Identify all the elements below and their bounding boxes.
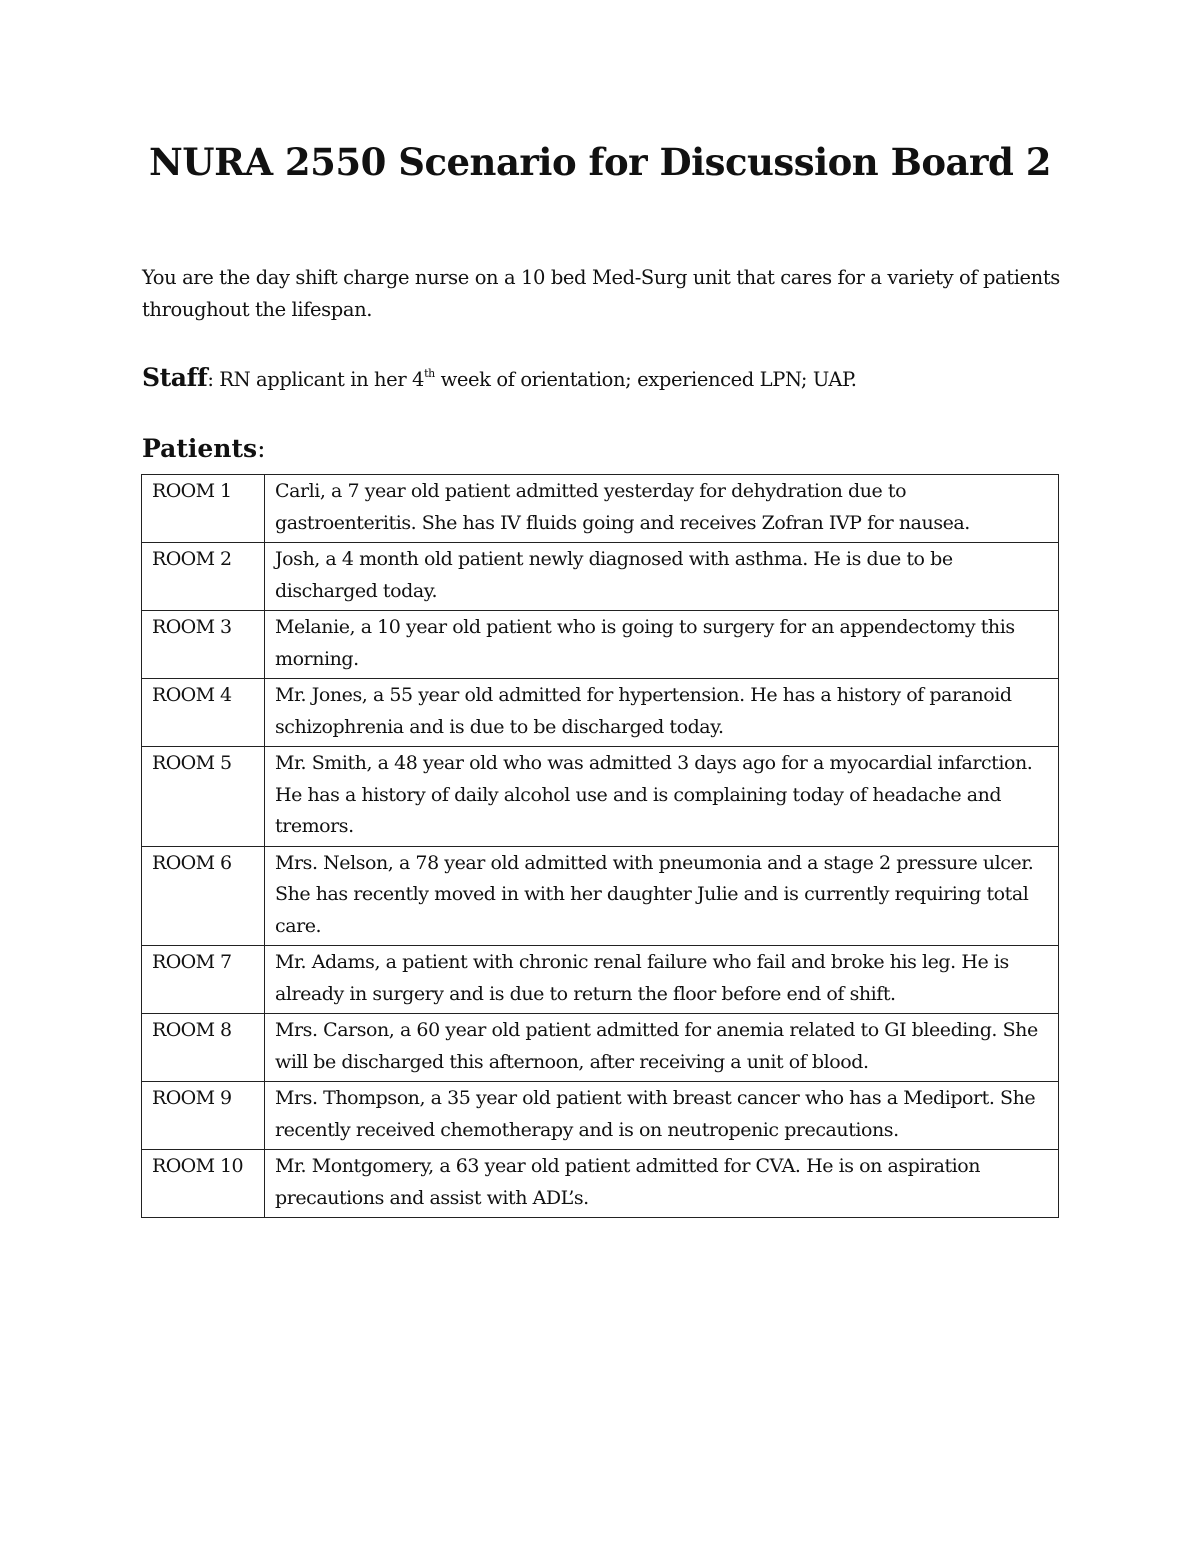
patient-description-cell: Mrs. Nelson, a 78 year old admitted with pneumonia and a stage 2 pressure ulcer. She has recently moved in with her daughter Julie and is currently requiring total care.: [265, 846, 1059, 946]
table-row: [142, 679, 1059, 747]
patient-description-cell: Mrs. Thompson, a 35 year old patient with breast cancer who has a Mediport. She recently received chemotherapy and is on neutropenic precautions.: [265, 1082, 1059, 1150]
patient-description-cell: Carli, a 7 year old patient admitted yesterday for dehydration due to gastroenteritis. She has IV fluids going and receives Zofran IVP for nausea.: [265, 475, 1059, 543]
room-number-cell: ROOM 1: [142, 475, 265, 543]
patient-description-cell: Mr. Montgomery, a 63 year old patient admitted for CVA. He is on aspiration precautions and assist with ADL’s.: [265, 1150, 1059, 1218]
room-number-cell: ROOM 9: [142, 1082, 265, 1150]
staff-text: RN applicant in her 4: [213, 368, 425, 391]
patient-description-cell: Mr. Smith, a 48 year old who was admitted 3 days ago for a myocardial infarction. He has a history of daily alcohol use and is complaining today of headache and tremors.: [265, 747, 1059, 847]
patient-rooms-table: [141, 474, 1059, 1218]
staff-label-colon: :: [207, 368, 214, 391]
room-number-cell: ROOM 4: [142, 679, 265, 747]
room-number-cell: ROOM 10: [142, 1150, 265, 1218]
table-row: [142, 543, 1059, 611]
patient-description-cell: Melanie, a 10 year old patient who is going to surgery for an appendectomy this morning.: [265, 611, 1059, 679]
patients-label: Patients: [142, 434, 258, 463]
table-row: [142, 846, 1059, 946]
table-row: [142, 1014, 1059, 1082]
room-number-cell: ROOM 5: [142, 747, 265, 847]
patients-heading: [142, 434, 266, 463]
patients-colon: :: [257, 434, 266, 463]
table-row: [142, 946, 1059, 1014]
intro-paragraph: You are the day shift charge nurse on a 10 bed Med-Surg unit that cares for a variety of patients throughout the lifespan.: [142, 266, 1060, 321]
table-row: [142, 747, 1059, 847]
patient-description-cell: Mr. Adams, a patient with chronic renal failure who fail and broke his leg. He is already in surgery and is due to return the floor before end of shift.: [265, 946, 1059, 1014]
staff-line: [142, 362, 1062, 396]
staff-text-continued: week of orientation; experienced LPN; UAP.: [434, 368, 857, 391]
table-row: [142, 611, 1059, 679]
patient-description-cell: Josh, a 4 month old patient newly diagnosed with asthma. He is due to be discharged today.: [265, 543, 1059, 611]
document-title: NURA 2550 Scenario for Discussion Board 2: [148, 140, 1052, 184]
patient-description-cell: Mrs. Carson, a 60 year old patient admitted for anemia related to GI bleeding. She will be discharged this afternoon, after receiving a unit of blood.: [265, 1014, 1059, 1082]
patient-description-cell: Mr. Jones, a 55 year old admitted for hypertension. He has a history of paranoid schizophrenia and is due to be discharged today.: [265, 679, 1059, 747]
patient-rooms-table-body: [142, 475, 1059, 1218]
room-number-cell: ROOM 8: [142, 1014, 265, 1082]
room-number-cell: ROOM 3: [142, 611, 265, 679]
room-number-cell: ROOM 6: [142, 846, 265, 946]
table-row: [142, 475, 1059, 543]
table-row: [142, 1150, 1059, 1218]
table-row: [142, 1082, 1059, 1150]
room-number-cell: ROOM 2: [142, 543, 265, 611]
ordinal-suffix: th: [424, 367, 435, 380]
room-number-cell: ROOM 7: [142, 946, 265, 1014]
staff-label: Staff: [142, 363, 208, 392]
